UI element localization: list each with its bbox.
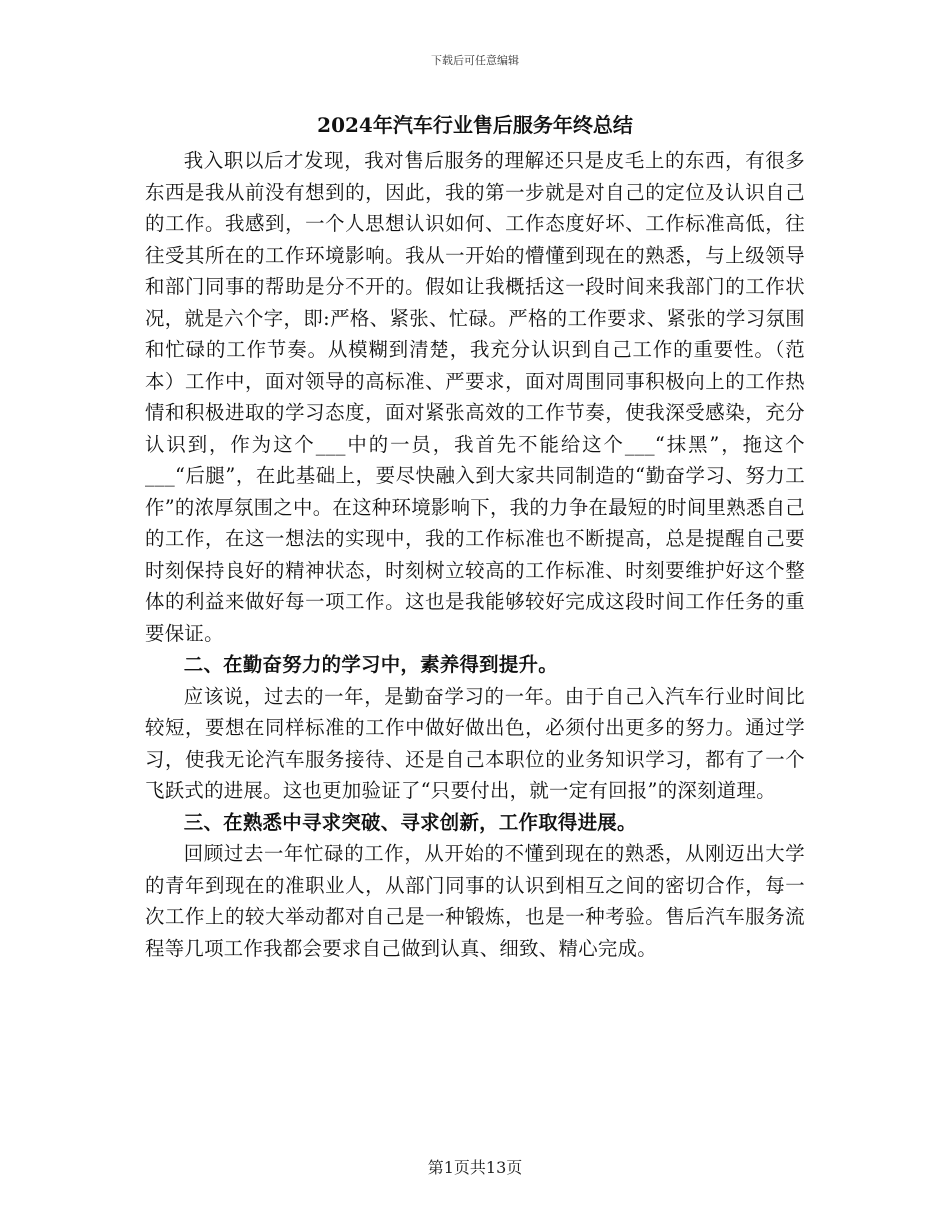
- header-note: 下载后可任意编辑: [431, 54, 519, 67]
- paragraph-study: 应该说，过去的一年，是勤奋学习的一年。由于自己入汽车行业时间比较短，要想在同样标准的工作中做好做出色，必须付出更多的努力。通过学习，使我无论汽车服务接待、还是自己本职位的业务知识学习，都有了一个飞跃式的进展。这也更加验证了“只要付出，就一定有回报”的深刻道理。: [145, 684, 805, 802]
- paragraph-review: 回顾过去一年忙碌的工作，从开始的不懂到现在的熟悉，从刚迈出大学的青年到现在的准职业人，从部门同事的认识到相互之间的密切合作，每一次工作上的较大举动都对自己是一种锻炼，也是一种考验。售后汽车服务流程等几项工作我都会要求自己做到认真、细致、精心完成。: [145, 842, 805, 960]
- section-heading-3: 三、在熟悉中寻求突破、寻求创新，工作取得进展。: [183, 810, 637, 834]
- section-heading-2: 二、在勤奋努力的学习中，素养得到提升。: [183, 653, 558, 676]
- page-footer: 第1页共13页: [427, 1158, 523, 1177]
- paragraph-intro: 我入职以后才发现，我对售后服务的理解还只是皮毛上的东西，有很多东西是我从前没有想到的，因此，我的第一步就是对自己的定位及认识自己的工作。我感到，一个人思想认识如何、工作态度好坏、工作标准高低，往往受其所在的工作环境影响。我从一开始的懵懂到现在的熟悉，与上级领导和部门同事的帮助是分不开的。假如让我概括这一段时间来我部门的工作状况，就是六个字，即:严格、紧张、忙碌。严格的工作要求、紧张的学习氛围和忙碌的工作节奏。从模糊到清楚，我充分认识到自己工作的重要性。（范本）工作中，面对领导的高标准、严要求，面对周围同事积极向上的工作热情和积极进取的学习态度，面对紧张高效的工作节奏，使我深受感染，充分认识到，作为这个___中的一员，我首先不能给这个___“抹黑”，拖这个___“后腿”，在此基础上，要尽快融入到大家共同制造的“勤奋学习、努力工作”的浓厚氛围之中。在这种环境影响下，我的力争在最短的时间里熟悉自己的工作，在这一想法的实现中，我的工作标准也不断提高，总是提醒自己要时刻保持良好的精神状态，时刻树立较高的工作标准、时刻要维护好这个整体的利益来做好每一项工作。这也是我能够较好完成这段时间工作任务的重要保证。: [145, 149, 806, 645]
- document-body: [145, 145, 805, 964]
- document-title: 2024年汽车行业售后服务年终总结: [317, 113, 633, 137]
